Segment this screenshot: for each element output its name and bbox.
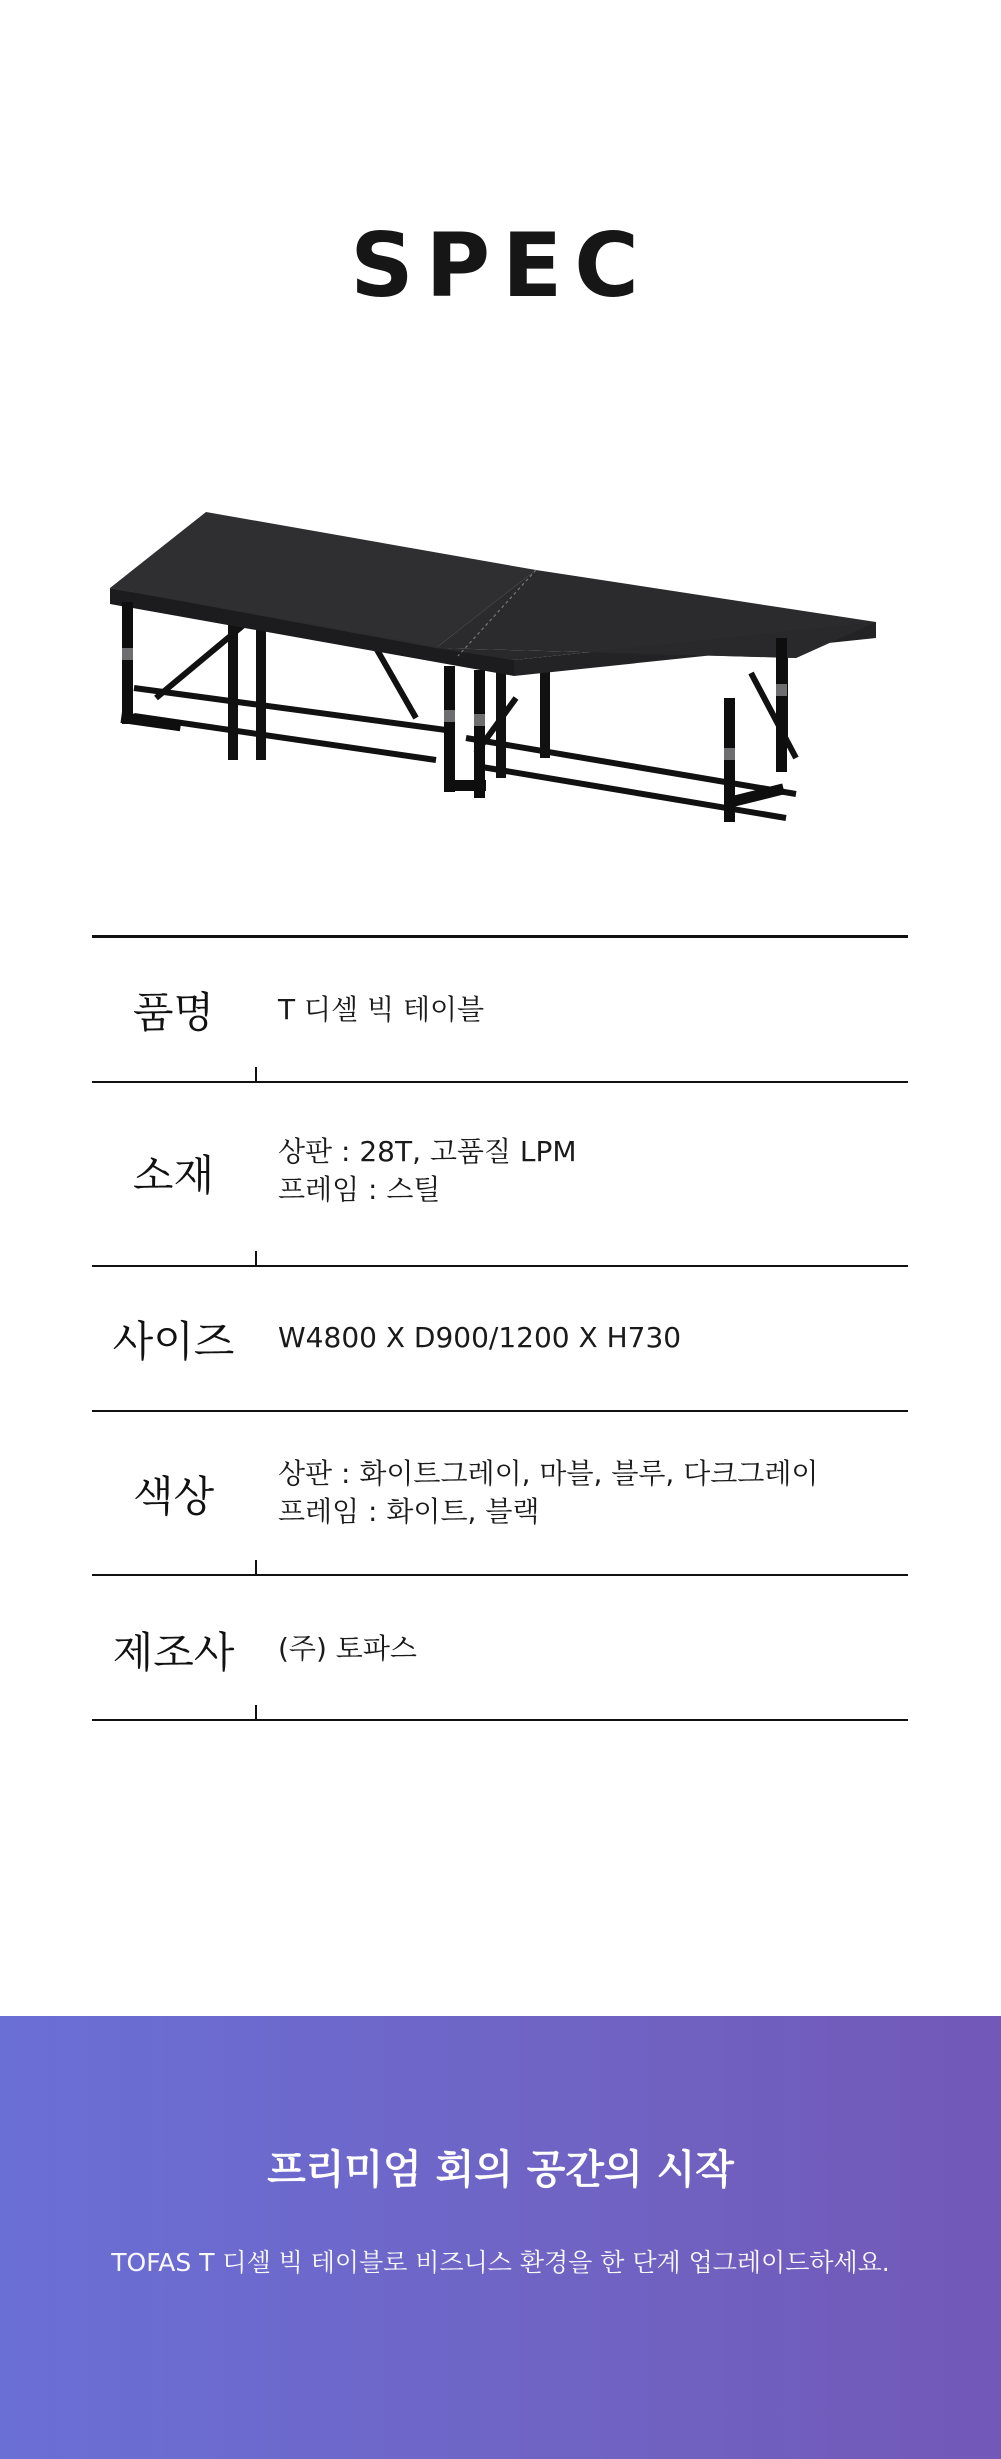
row-divider-tick — [255, 1067, 257, 1081]
spec-row-manufacturer — [92, 1576, 908, 1721]
spec-value — [278, 1133, 908, 1209]
promo-title: 프리미엄 회의 공간의 시작 — [267, 2147, 734, 2193]
promo-subtitle: TOFAS T 디셀 빅 테이블로 비즈니스 환경을 한 단계 업그레이드하세요. — [111, 2248, 890, 2277]
spec-value — [278, 1455, 908, 1531]
spec-label: 품명 — [132, 988, 215, 1037]
row-divider-tick — [255, 1705, 257, 1719]
spec-title: SPEC — [350, 214, 651, 317]
spec-label: 색상 — [132, 1472, 215, 1521]
spec-value — [278, 991, 908, 1029]
spec-label: 제조사 — [112, 1628, 235, 1677]
spec-value-line: 프레임 : 화이트, 블랙 — [278, 1495, 540, 1528]
row-divider-tick — [255, 1251, 257, 1265]
spec-row-color — [92, 1412, 908, 1576]
spec-value — [278, 1630, 908, 1668]
spec-value-line: 프레임 : 스틸 — [278, 1173, 441, 1206]
promo-banner — [0, 2016, 1001, 2459]
row-divider-tick — [255, 1560, 257, 1574]
spec-value-line: (주) 토파스 — [278, 1632, 417, 1665]
spec-value-line: W4800 X D900/1200 X H730 — [278, 1321, 682, 1354]
spec-value-line: T 디셀 빅 테이블 — [278, 993, 485, 1026]
spec-row-product-name — [92, 938, 908, 1083]
spec-label: 사이즈 — [112, 1317, 235, 1366]
spec-label: 소재 — [132, 1151, 215, 1200]
spec-row-size — [92, 1267, 908, 1412]
spec-value — [278, 1319, 908, 1357]
product-image — [96, 498, 886, 838]
spec-table — [92, 935, 908, 1721]
spec-value-line: 상판 : 화이트그레이, 마블, 블루, 다크그레이 — [278, 1457, 819, 1490]
spec-row-material — [92, 1083, 908, 1267]
spec-value-line: 상판 : 28T, 고품질 LPM — [278, 1135, 577, 1168]
